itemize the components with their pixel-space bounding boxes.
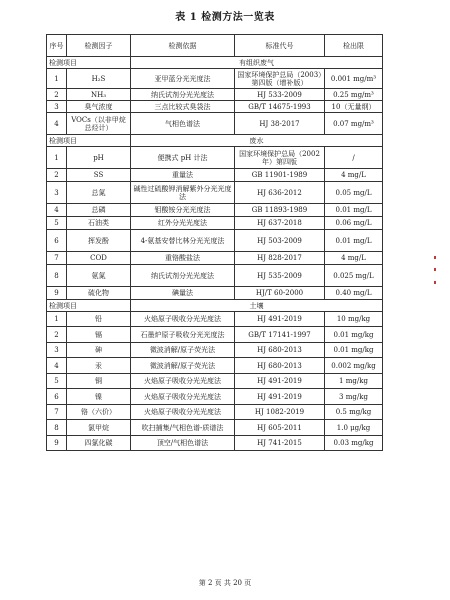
- cell-no: 3: [47, 101, 67, 113]
- cell-standard: HJ 680-2013: [235, 343, 325, 358]
- cell-basis: 顶空/气相色谱法: [131, 436, 235, 451]
- cell-standard: 国家环境保护总局（2003）第四版（增补版）: [235, 69, 325, 89]
- table-row: [47, 312, 383, 327]
- cell-factor: 总氮: [67, 182, 131, 204]
- table-row: [47, 265, 383, 287]
- cell-basis: 碘量法: [131, 287, 235, 300]
- section-category: 土壤: [131, 300, 383, 312]
- cell-no: 5: [47, 217, 67, 230]
- table-title: 表 1 检测方法一览表: [175, 12, 275, 23]
- table-row: [47, 327, 383, 343]
- cell-no: 4: [47, 358, 67, 374]
- cell-factor: 氯甲烷: [67, 420, 131, 436]
- cell-no: 8: [47, 420, 67, 436]
- table-row: [47, 405, 383, 420]
- header-standard: 标准代号: [235, 35, 325, 57]
- cell-no: 3: [47, 343, 67, 358]
- cell-standard: HJ 605-2011: [235, 420, 325, 436]
- cell-basis: 亚甲蓝分光光度法: [131, 69, 235, 89]
- table-row: [47, 204, 383, 217]
- cell-no: 1: [47, 147, 67, 169]
- cell-basis: 重量法: [131, 169, 235, 182]
- section-label: 检测项目: [47, 135, 131, 147]
- table-row: [47, 217, 383, 230]
- cell-limit: 0.025 mg/L: [325, 265, 383, 287]
- cell-standard: HJ 503-2009: [235, 230, 325, 252]
- cell-standard: HJ 491-2019: [235, 374, 325, 389]
- cell-factor: 臭气浓度: [67, 101, 131, 113]
- header-row: [47, 35, 383, 57]
- cell-factor: 镉: [67, 327, 131, 343]
- cell-limit: 10 mg/kg: [325, 312, 383, 327]
- methods-table: [46, 34, 383, 451]
- cell-no: 8: [47, 265, 67, 287]
- cell-factor: VOCs（以非甲烷总烃计）: [67, 113, 131, 135]
- cell-no: 6: [47, 230, 67, 252]
- cell-basis: 火焰原子吸收分光光度法: [131, 312, 235, 327]
- cell-limit: 0.07 mg/m³: [325, 113, 383, 135]
- table-row: [47, 287, 383, 300]
- cell-limit: /: [325, 147, 383, 169]
- cell-basis: 纳氏试剂分光光度法: [131, 265, 235, 287]
- cell-factor: 铅: [67, 312, 131, 327]
- cell-no: 9: [47, 287, 67, 300]
- header-limit: 检出限: [325, 35, 383, 57]
- cell-standard: HJ 1082-2019: [235, 405, 325, 420]
- cell-no: 3: [47, 182, 67, 204]
- cell-standard: HJ 491-2019: [235, 389, 325, 405]
- cell-no: 6: [47, 389, 67, 405]
- cell-basis: 钼酸铵分光光度法: [131, 204, 235, 217]
- header-basis: 检测依据: [131, 35, 235, 57]
- cell-factor: 四氯化碳: [67, 436, 131, 451]
- table-row: [47, 343, 383, 358]
- cell-limit: 3 mg/kg: [325, 389, 383, 405]
- cell-limit: 0.06 mg/L: [325, 217, 383, 230]
- cell-basis: 微波消解/原子荧光法: [131, 358, 235, 374]
- cell-factor: 氨氮: [67, 265, 131, 287]
- cell-limit: 4 mg/L: [325, 169, 383, 182]
- cell-limit: 0.01 mg/L: [325, 230, 383, 252]
- cell-basis: 三点比较式臭袋法: [131, 101, 235, 113]
- header-no: 序号: [47, 35, 67, 57]
- cell-standard: GB 11893-1989: [235, 204, 325, 217]
- table-row: [47, 101, 383, 113]
- cell-standard: HJ 491-2019: [235, 312, 325, 327]
- cell-no: 2: [47, 327, 67, 343]
- cell-basis: 纳氏试剂分光光度法: [131, 89, 235, 101]
- header-factor: 检测因子: [67, 35, 131, 57]
- section-row: [47, 135, 383, 147]
- table-row: [47, 389, 383, 405]
- cell-limit: 0.40 mg/L: [325, 287, 383, 300]
- cell-standard: HJ 828-2017: [235, 252, 325, 265]
- cell-basis: 吹扫捕集/气相色谱-质谱法: [131, 420, 235, 436]
- cell-standard: GB/T 17141-1997: [235, 327, 325, 343]
- cell-standard: HJ 637-2018: [235, 217, 325, 230]
- cell-standard: HJ 636-2012: [235, 182, 325, 204]
- cell-no: 7: [47, 405, 67, 420]
- section-label: 检测项目: [47, 57, 131, 69]
- cell-standard: 国家环境保护总局（2002 年）第四版: [235, 147, 325, 169]
- table-row: [47, 358, 383, 374]
- cell-limit: 1.0 μg/kg: [325, 420, 383, 436]
- cell-basis: 火焰原子吸收分光光度法: [131, 389, 235, 405]
- cell-basis: 火焰原子吸收分光光度法: [131, 405, 235, 420]
- cell-basis: 微波消解/原子荧光法: [131, 343, 235, 358]
- cell-standard: GB/T 14675-1993: [235, 101, 325, 113]
- cell-limit: 0.25 mg/m³: [325, 89, 383, 101]
- cell-limit: 0.03 mg/kg: [325, 436, 383, 451]
- cell-no: 9: [47, 436, 67, 451]
- cell-basis: 重铬酸盐法: [131, 252, 235, 265]
- cell-factor: 铬（六价）: [67, 405, 131, 420]
- cell-limit: 0.05 mg/L: [325, 182, 383, 204]
- cell-limit: 0.001 mg/m³: [325, 69, 383, 89]
- cell-standard: HJ 741-2015: [235, 436, 325, 451]
- cell-no: 7: [47, 252, 67, 265]
- table-row: [47, 182, 383, 204]
- page-footer: 第 2 页 共 20 页: [198, 579, 252, 587]
- cell-standard: GB 11901-1989: [235, 169, 325, 182]
- cell-factor: 镍: [67, 389, 131, 405]
- cell-limit: 0.01 mg/kg: [325, 343, 383, 358]
- cell-no: 1: [47, 312, 67, 327]
- cell-basis: 火焰原子吸收分光光度法: [131, 374, 235, 389]
- cell-factor: 石油类: [67, 217, 131, 230]
- section-row: [47, 300, 383, 312]
- cell-no: 2: [47, 169, 67, 182]
- cell-basis: 石墨炉原子吸收分光光度法: [131, 327, 235, 343]
- table-row: [47, 252, 383, 265]
- cell-factor: NH₃: [67, 89, 131, 101]
- cell-standard: HJ 533-2009: [235, 89, 325, 101]
- cell-limit: 4 mg/L: [325, 252, 383, 265]
- cell-no: 5: [47, 374, 67, 389]
- cell-factor: pH: [67, 147, 131, 169]
- cell-factor: COD: [67, 252, 131, 265]
- cell-no: 2: [47, 89, 67, 101]
- cell-no: 1: [47, 69, 67, 89]
- cell-basis: 气相色谱法: [131, 113, 235, 135]
- cell-factor: 总磷: [67, 204, 131, 217]
- table-row: [47, 113, 383, 135]
- cell-factor: 铜: [67, 374, 131, 389]
- cell-limit: 0.01 mg/kg: [325, 327, 383, 343]
- cell-factor: 汞: [67, 358, 131, 374]
- scan-mark: [434, 256, 436, 286]
- cell-standard: HJ/T 60-2000: [235, 287, 325, 300]
- cell-no: 4: [47, 113, 67, 135]
- cell-basis: 4-氨基安替比林分光光度法: [131, 230, 235, 252]
- table-row: [47, 374, 383, 389]
- cell-standard: HJ 535-2009: [235, 265, 325, 287]
- cell-basis: 碱性过硫酸钾消解紫外分光光度法: [131, 182, 235, 204]
- cell-limit: 1 mg/kg: [325, 374, 383, 389]
- cell-limit: 0.002 mg/kg: [325, 358, 383, 374]
- table-row: [47, 147, 383, 169]
- cell-factor: 硫化物: [67, 287, 131, 300]
- section-label: 检测项目: [47, 300, 131, 312]
- cell-factor: H₂S: [67, 69, 131, 89]
- cell-factor: 砷: [67, 343, 131, 358]
- cell-limit: 0.5 mg/kg: [325, 405, 383, 420]
- table-row: [47, 169, 383, 182]
- cell-basis: 便携式 pH 计法: [131, 147, 235, 169]
- cell-no: 4: [47, 204, 67, 217]
- section-category: 废水: [131, 135, 383, 147]
- table-row: [47, 436, 383, 451]
- table-row: [47, 89, 383, 101]
- table-row: [47, 230, 383, 252]
- section-category: 有组织废气: [131, 57, 383, 69]
- cell-standard: HJ 680-2013: [235, 358, 325, 374]
- cell-limit: 10（无量纲）: [325, 101, 383, 113]
- cell-factor: SS: [67, 169, 131, 182]
- table-row: [47, 420, 383, 436]
- table-row: [47, 69, 383, 89]
- cell-limit: 0.01 mg/L: [325, 204, 383, 217]
- cell-factor: 挥发酚: [67, 230, 131, 252]
- cell-basis: 红外分光光度法: [131, 217, 235, 230]
- section-row: [47, 57, 383, 69]
- cell-standard: HJ 38-2017: [235, 113, 325, 135]
